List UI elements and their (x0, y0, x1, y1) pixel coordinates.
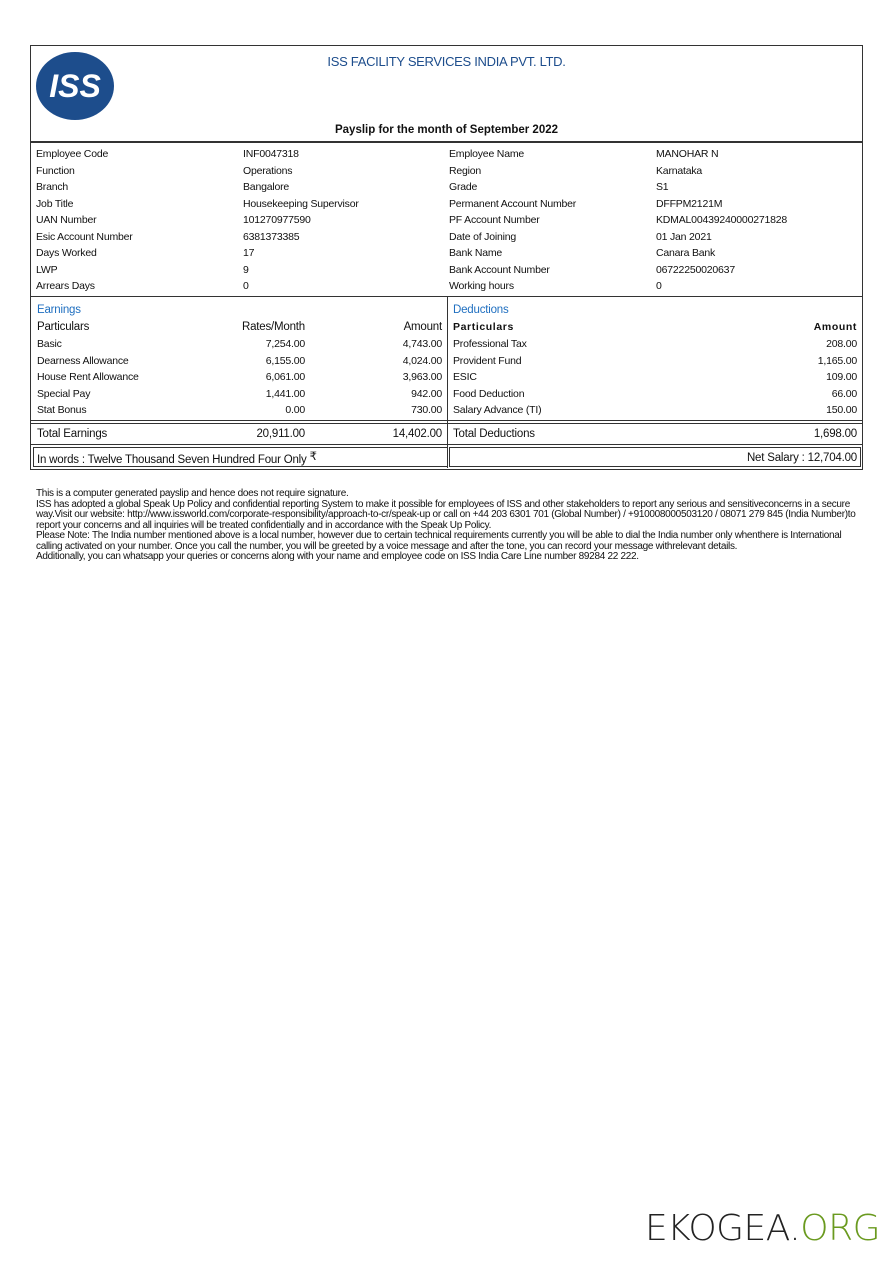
deduction-name: ESIC (453, 371, 477, 383)
column-divider (447, 296, 448, 468)
info-label: Bank Account Number (449, 263, 550, 276)
deduction-name: Food Deduction (453, 387, 525, 400)
divider (31, 444, 862, 445)
earning-amount: 4,743.00 (402, 338, 442, 350)
footer-line: Additionally, you can whatsapp your queries or concerns along with your name and employee code on ISS India Care Line number 89284 22 222. (36, 551, 639, 562)
earning-rate: 0.00 (285, 404, 305, 416)
info-label: Job Title (36, 197, 74, 210)
deduction-amount: 208.00 (826, 338, 857, 350)
earning-amount: 942.00 (411, 387, 442, 400)
earning-rate: 6,061.00 (265, 371, 305, 383)
info-value: Karnataka (656, 164, 703, 177)
total-earnings-rate: 20,911.00 (256, 428, 305, 440)
info-value: 6381373385 (243, 230, 300, 243)
info-label: Function (36, 164, 75, 177)
info-value: INF0047318 (243, 148, 299, 160)
total-earnings-label: Total Earnings (37, 428, 108, 440)
info-value: Canara Bank (656, 247, 716, 259)
info-value: 101270977590 (243, 214, 311, 226)
footer-line: ISS has adopted a global Speak Up Policy and confidential reporting System to make it possible for employees of ISS and other stakeholders to report any serious and sensitiveconcerns in a secure way.Visit our website: http://www.issworld.com/corporate-responsibility/approach-to-cr/speak-up or call on +44 203 6301 701 (Global Number) / +910008000503120 / 08071 279 845 (India Number)to report your concerns and all inquiries will be treated confidentially and in accordance with the Speak Up Policy. (36, 498, 856, 531)
info-label: Esic Account Number (36, 230, 133, 243)
earning-amount: 730.00 (411, 404, 442, 416)
info-label: PF Account Number (449, 214, 540, 226)
deduction-amount: 150.00 (826, 404, 857, 416)
info-value: Bangalore (243, 181, 290, 193)
divider (31, 423, 862, 424)
earning-rate: 1,441.00 (265, 387, 305, 400)
info-value: 17 (243, 247, 255, 259)
deductions-col-particulars: Particulars (453, 321, 514, 333)
earning-name: Special Pay (37, 387, 91, 400)
info-label: Days Worked (36, 247, 97, 259)
deduction-name: Professional Tax (453, 338, 527, 350)
divider (31, 420, 862, 421)
rupee-icon: ₹ (309, 451, 317, 463)
deductions-title: Deductions (453, 304, 509, 316)
earning-name: Basic (37, 338, 62, 350)
total-deductions-label: Total Deductions (453, 428, 535, 440)
in-words-text (37, 452, 317, 466)
watermark (645, 1208, 880, 1249)
info-label: LWP (36, 263, 58, 276)
footer-line: This is a computer generated payslip and hence does not require signature. (36, 488, 349, 499)
footer-line: Please Note: The India number mentioned above is a local number, however due to certain technical requirements currently you will be able to dial the India number only whenthere is International calling activated on your number. Once you call the number, you will be greeted by a voice message and after the tone, you can record your message withrelevant details. (36, 530, 842, 552)
info-value: KDMAL00439240000271828 (656, 214, 788, 226)
earnings-col-amount: Amount (403, 321, 442, 333)
info-label: Employee Code (36, 148, 109, 160)
info-label: Employee Name (449, 148, 525, 160)
payslip-period: Payslip for the month of September 2022 (334, 124, 559, 136)
info-label: UAN Number (36, 214, 97, 226)
info-label: Bank Name (449, 247, 503, 259)
earning-name: Dearness Allowance (37, 354, 129, 367)
info-value: 06722250020637 (656, 263, 735, 276)
info-value: S1 (656, 181, 669, 193)
earning-amount: 4,024.00 (402, 354, 442, 367)
total-earnings-amount: 14,402.00 (392, 428, 442, 440)
watermark-text: EKOGEA. (644, 1208, 801, 1249)
info-value: 0 (243, 280, 249, 292)
earning-rate: 6,155.00 (265, 354, 305, 367)
divider (31, 141, 862, 143)
info-label: Working hours (449, 280, 514, 292)
earning-name: Stat Bonus (37, 404, 87, 416)
deduction-name: Provident Fund (453, 354, 522, 367)
earnings-title: Earnings (37, 304, 81, 316)
deduction-name: Salary Advance (TI) (453, 404, 542, 416)
amount-in-words: In words : Twelve Thousand Seven Hundred Four Only (37, 454, 307, 466)
deduction-amount: 1,165.00 (817, 354, 857, 367)
earning-rate: 7,254.00 (265, 338, 305, 350)
info-label: Date of Joining (449, 230, 517, 243)
total-deductions-amount: 1,698.00 (813, 428, 857, 440)
in-words-box (33, 447, 448, 467)
info-value: 9 (243, 263, 249, 276)
watermark-accent: ORG (800, 1208, 880, 1249)
net-salary: Net Salary : 12,704.00 (746, 452, 857, 464)
info-value: Operations (243, 164, 293, 177)
company-name: ISS FACILITY SERVICES INDIA PVT. LTD. (327, 54, 566, 69)
logo-text: ISS (49, 68, 101, 104)
info-label: Region (449, 164, 482, 177)
info-value: DFFPM2121M (656, 197, 723, 210)
info-label: Arrears Days (36, 280, 95, 292)
deduction-amount: 109.00 (826, 371, 857, 383)
earning-amount: 3,963.00 (402, 371, 442, 383)
info-label: Permanent Account Number (449, 197, 577, 210)
footer-notes (36, 489, 866, 563)
info-value: MANOHAR N (656, 148, 719, 160)
info-value: 01 Jan 2021 (656, 230, 712, 243)
earnings-col-rates: Rates/Month (242, 321, 305, 333)
payslip-box (30, 45, 863, 470)
net-salary-box (449, 447, 861, 467)
info-label: Grade (449, 181, 478, 193)
info-value: 0 (656, 280, 662, 292)
info-label: Branch (36, 181, 69, 193)
earning-name: House Rent Allowance (37, 371, 139, 383)
info-value: Housekeeping Supervisor (243, 197, 359, 210)
deductions-col-amount: Amount (813, 321, 857, 333)
earnings-col-particulars: Particulars (37, 321, 90, 333)
deduction-amount: 66.00 (831, 387, 857, 400)
